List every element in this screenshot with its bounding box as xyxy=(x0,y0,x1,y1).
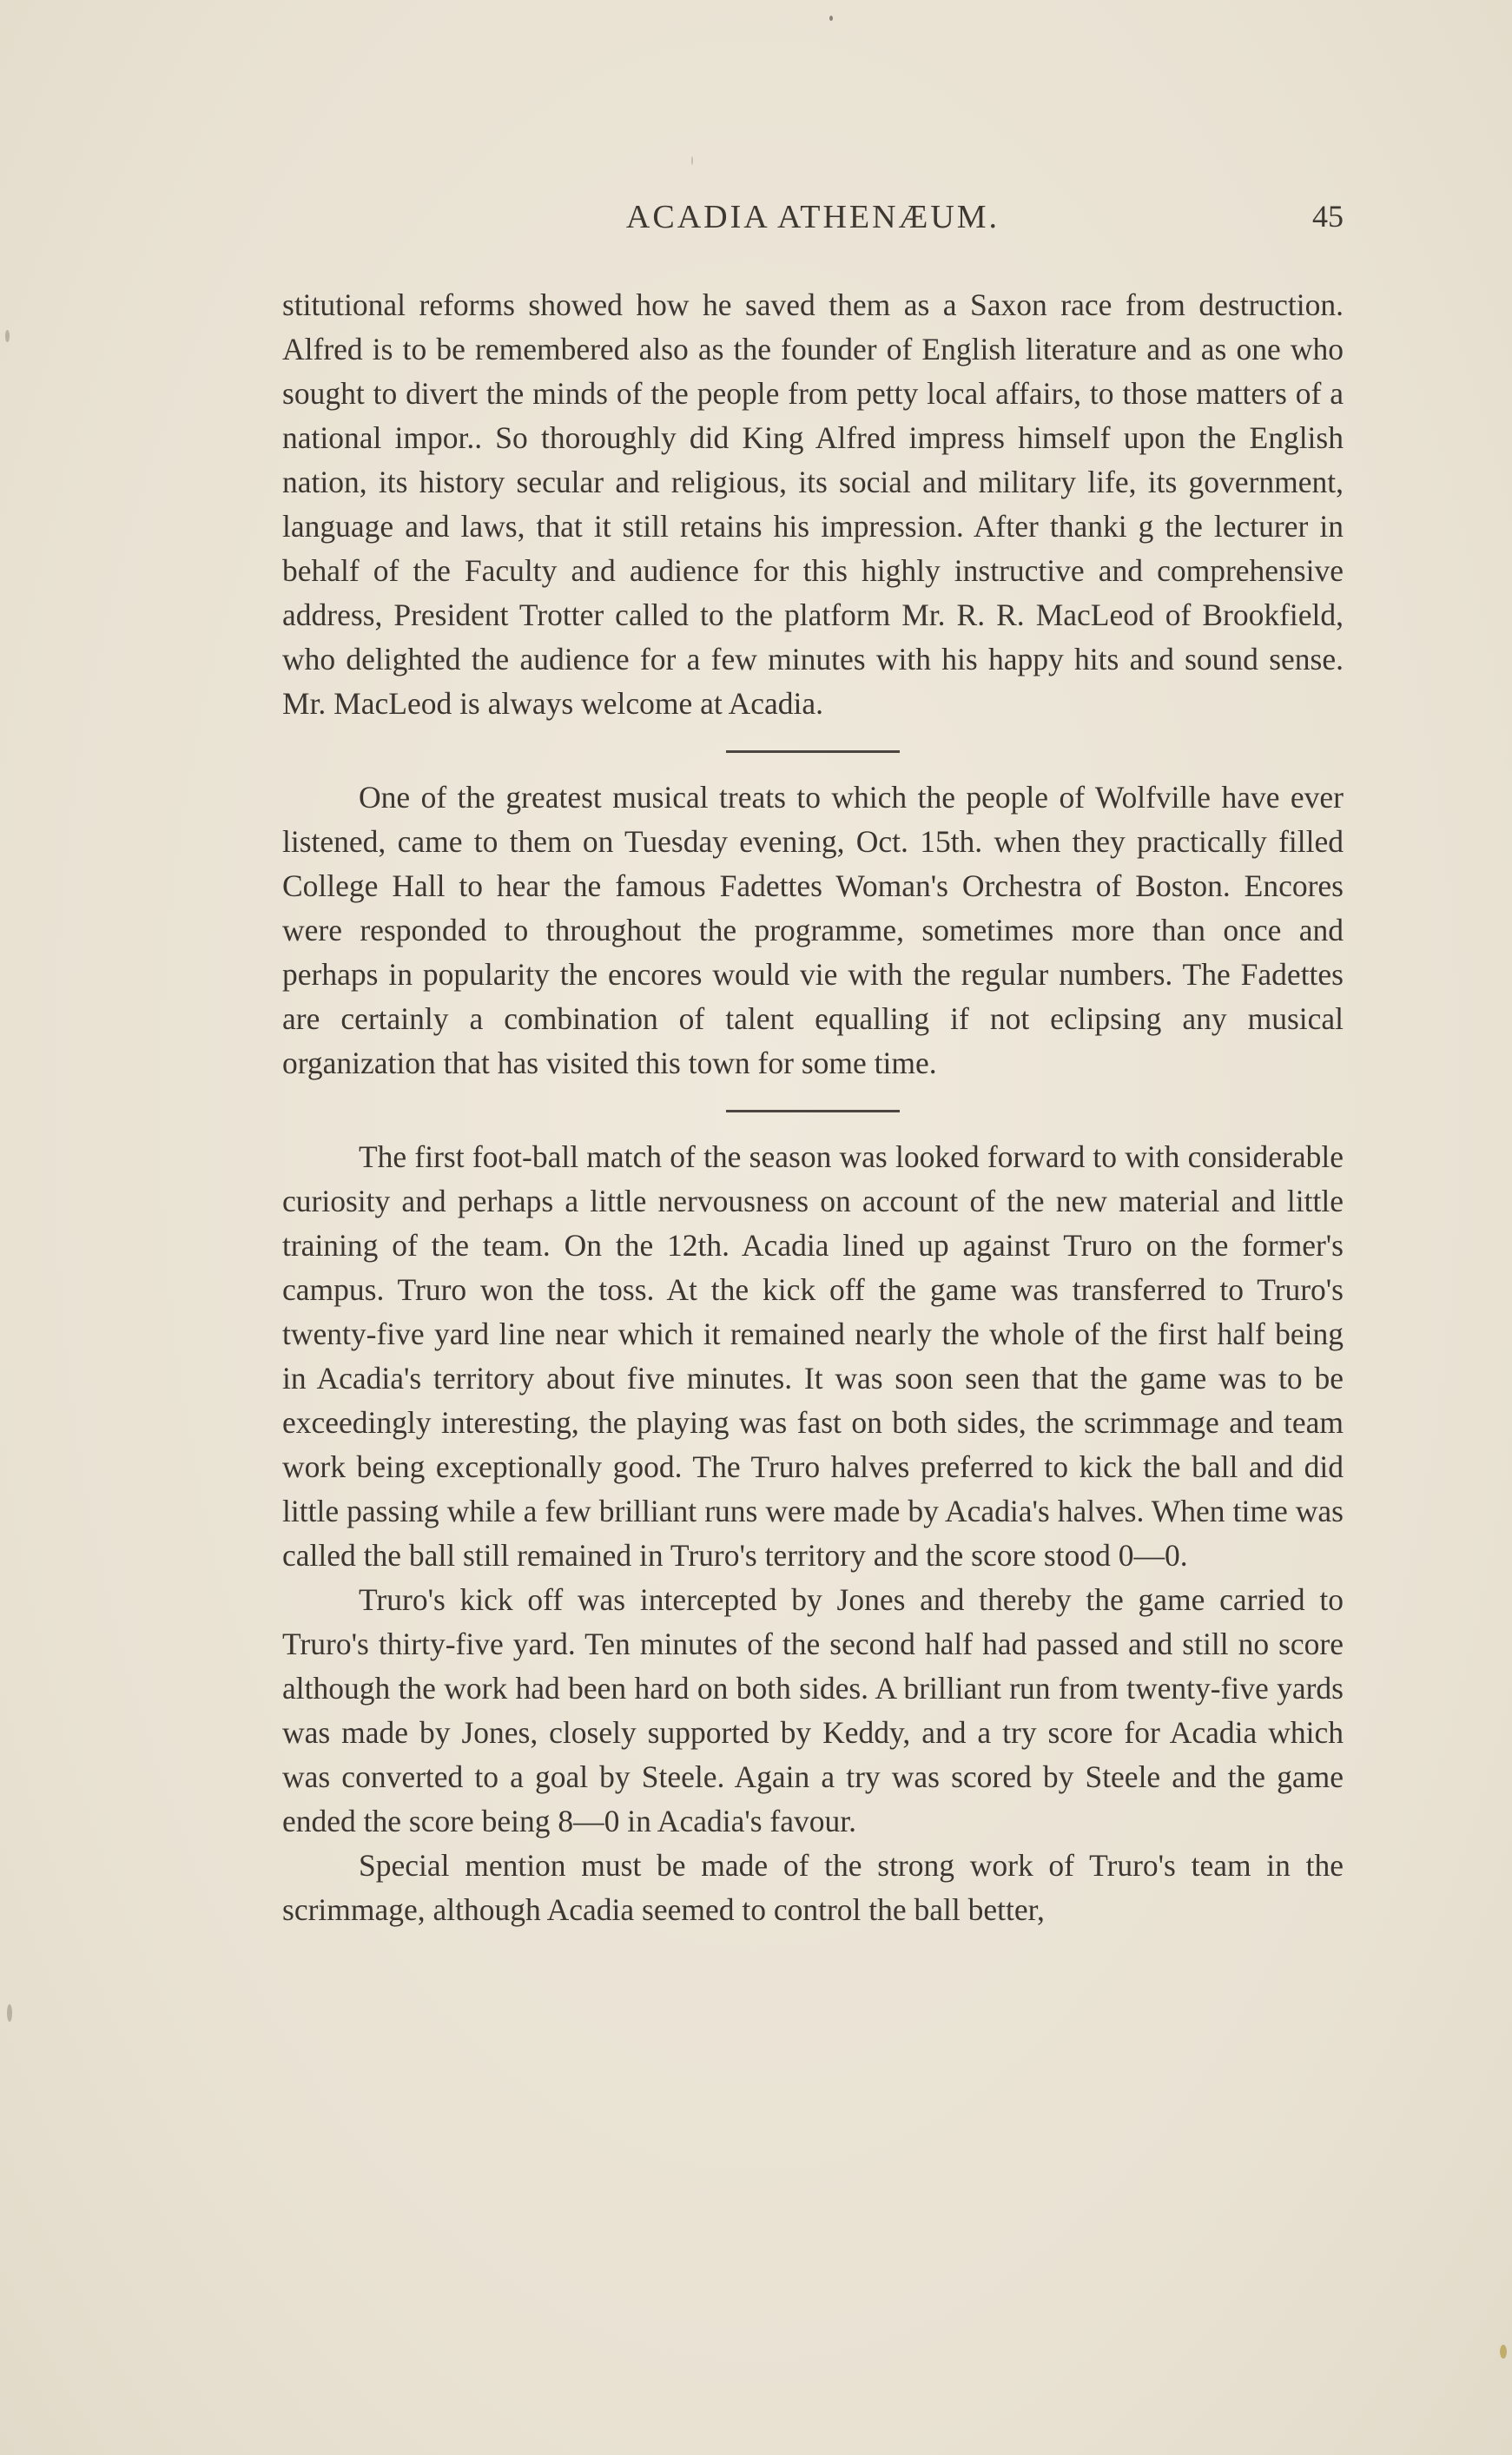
ink-speck xyxy=(7,2004,12,2022)
section-divider xyxy=(726,1110,900,1112)
section-divider xyxy=(726,750,900,753)
ink-speck xyxy=(5,330,10,342)
article-body xyxy=(282,283,1344,1932)
paragraph-football-second-half: Truro's kick off was intercepted by Jones and thereby the game carried to Truro's thirty-five yard. Ten minutes of the second half had passed and still no score although the work had been hard on both sides. A brilliant run from twenty-five yards was made by Jones, closely supported by Keddy, and a try score for Acadia which was converted to a goal by Steele. Again a try was scored by Steele and the game ended the score being 8—0 in Acadia's favour. xyxy=(282,1582,1344,1838)
ink-speck xyxy=(829,16,833,21)
paragraph-fadettes-concert: One of the greatest musical treats to which the people of Wolfville have ever listened, came to them on Tuesday evening, Oct. 15th. when they practically filled College Hall to hear the famous Fadettes Woman's Orchestra of Boston. Encores were responded to throughout the programme, sometimes more than once and perhaps in popularity the encores would vie with the regular numbers. The Fadettes are certainly a combination of talent equalling if not eclipsing any musical organization that has visited this town for some time. xyxy=(282,780,1344,1080)
paragraph-alfred-lecture: stitutional reforms showed how he saved them as a Saxon race from destruction. Alfred is to be remembered also as the founder of English literature and as one who sought to divert the minds of the people from petty local affairs, to those matters of a national impor.. So thoroughly did King Alfred impress himself upon the English nation, its history secular and religious, its social and military life, its government, language and laws, that it still retains his impression. After thanki g the lecturer in behalf of the Faculty and audience for this highly instructive and comprehensive address, President Trotter called to the platform Mr. R. R. MacLeod of Brookfield, who delighted the audience for a few minutes with his happy hits and sound sense. Mr. MacLeod is always welcome at Acadia. xyxy=(282,287,1344,721)
paragraph-football-first-half: The first foot-ball match of the season was looked forward to with considerable curiosity and perhaps a little nervousness on account of the new material and little training of the team. On the 12th. Acadia lined up against Truro on the former's campus. Truro won the toss. At the kick off the game was transferred to Truro's twenty-five yard line near which it remained nearly the whole of the first half being in Acadia's territory about five minutes. It was soon seen that the game was to be exceedingly interesting, the playing was fast on both sides, the scrimmage and team work being exceptionally good. The Truro halves preferred to kick the ball and did little passing while a few brilliant runs were made by Acadia's halves. When time was called the ball still remained in Truro's territory and the score stood 0—0. xyxy=(282,1139,1344,1573)
page-number: 45 xyxy=(1312,199,1344,234)
ink-speck xyxy=(691,156,693,165)
page-header xyxy=(282,198,1344,250)
running-title: ACADIA ATHENÆUM. xyxy=(625,199,1000,235)
ink-speck xyxy=(1500,2345,1507,2359)
paragraph-special-mention: Special mention must be made of the strong work of Truro's team in the scrimmage, although Acadia seemed to control the ball better, xyxy=(282,1848,1344,1927)
